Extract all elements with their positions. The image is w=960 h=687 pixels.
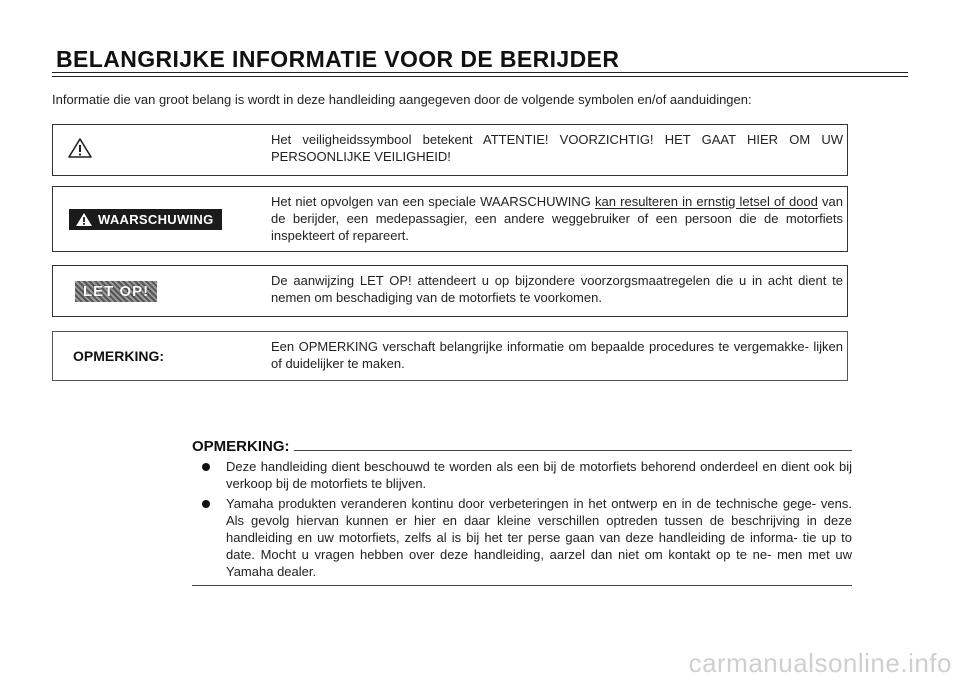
symbol-area [63, 332, 243, 380]
symbol-area [63, 125, 243, 175]
list-item-text: Deze handleiding dient beschouwd te worden als een bij de motorfiets behorend onderdeel en dient ook bij verkoop bij de motorfiets te blijven. [226, 459, 852, 491]
watermark: carmanualsonline.info [688, 648, 952, 678]
bullet-icon [202, 463, 210, 471]
note-bottom-rule [192, 585, 852, 586]
caution-text: De aanwijzing LET OP! attendeert u op bijzondere voorzorgsmaatregelen die u in acht dient te nemen om beschadiging van de motorfiets te voorkomen. [271, 273, 843, 305]
symbol-area [63, 266, 243, 316]
warning-badge [69, 209, 222, 230]
bullet-icon [202, 500, 210, 508]
page-title: BELANGRIJKE INFORMATIE VOOR DE BERIJDER [56, 46, 620, 72]
list-item [192, 495, 852, 580]
caution-box [52, 265, 848, 317]
note-box-text: Een OPMERKING verschaft belangrijke informatie om bepaalde procedures te vergemakke- lijken of duidelijker te maken. [271, 339, 843, 371]
title-rule [52, 72, 908, 73]
warning-text-underlined: kan resulteren in ernstig letsel of dood [595, 194, 818, 209]
safety-symbol-text: Het veiligheidssymbool betekent ATTENTIE! VOORZICHTIG! HET GAAT HIER OM UW PERSOONLIJKE VEILIGHEID! [271, 132, 843, 164]
note-heading-row [192, 438, 852, 455]
note-label: OPMERKING: [73, 348, 164, 364]
warning-text-after: van de berijder, een medepassagier, een andere weggebruiker of een persoon die de motorfiets inspekteert of repareert. [271, 194, 844, 243]
note-heading: OPMERKING: [192, 438, 290, 455]
caution-badge: LET OP! [75, 281, 157, 302]
list-item [192, 458, 852, 492]
note-section [192, 438, 852, 580]
symbol-area [63, 187, 243, 251]
note-heading-rule [294, 450, 853, 451]
warning-box [52, 186, 848, 252]
warning-text-before: Het niet opvolgen van een speciale WAARSCHUWING [271, 194, 596, 209]
note-box [52, 331, 848, 381]
title-rule-secondary [52, 76, 908, 77]
safety-symbol-box [52, 124, 848, 176]
warning-badge-label: WAARSCHUWING [98, 211, 214, 227]
safety-alert-triangle-icon [67, 137, 93, 164]
warning-triangle-icon [75, 212, 93, 227]
list-item-text: Yamaha produkten veranderen kontinu door verbeteringen in het ontwerp en in de technische gege- vens. Als gevolg hiervan kunnen er hier en daar kleine verschillen optreden tussen de beschrijving in deze handleiding en uw motorfiets, zelfs al is bij het ter perse gaan van deze handleiding de informa- tie up to date. Mocht u vragen hebben over deze handleiding, aarzel dan niet om kontakt op te ne- men met uw Yamaha dealer. [226, 496, 852, 579]
warning-text [271, 193, 843, 244]
intro-text: Informatie die van groot belang is wordt in deze handleiding aangegeven door de volgende symbolen en/of aanduidingen: [52, 92, 752, 107]
